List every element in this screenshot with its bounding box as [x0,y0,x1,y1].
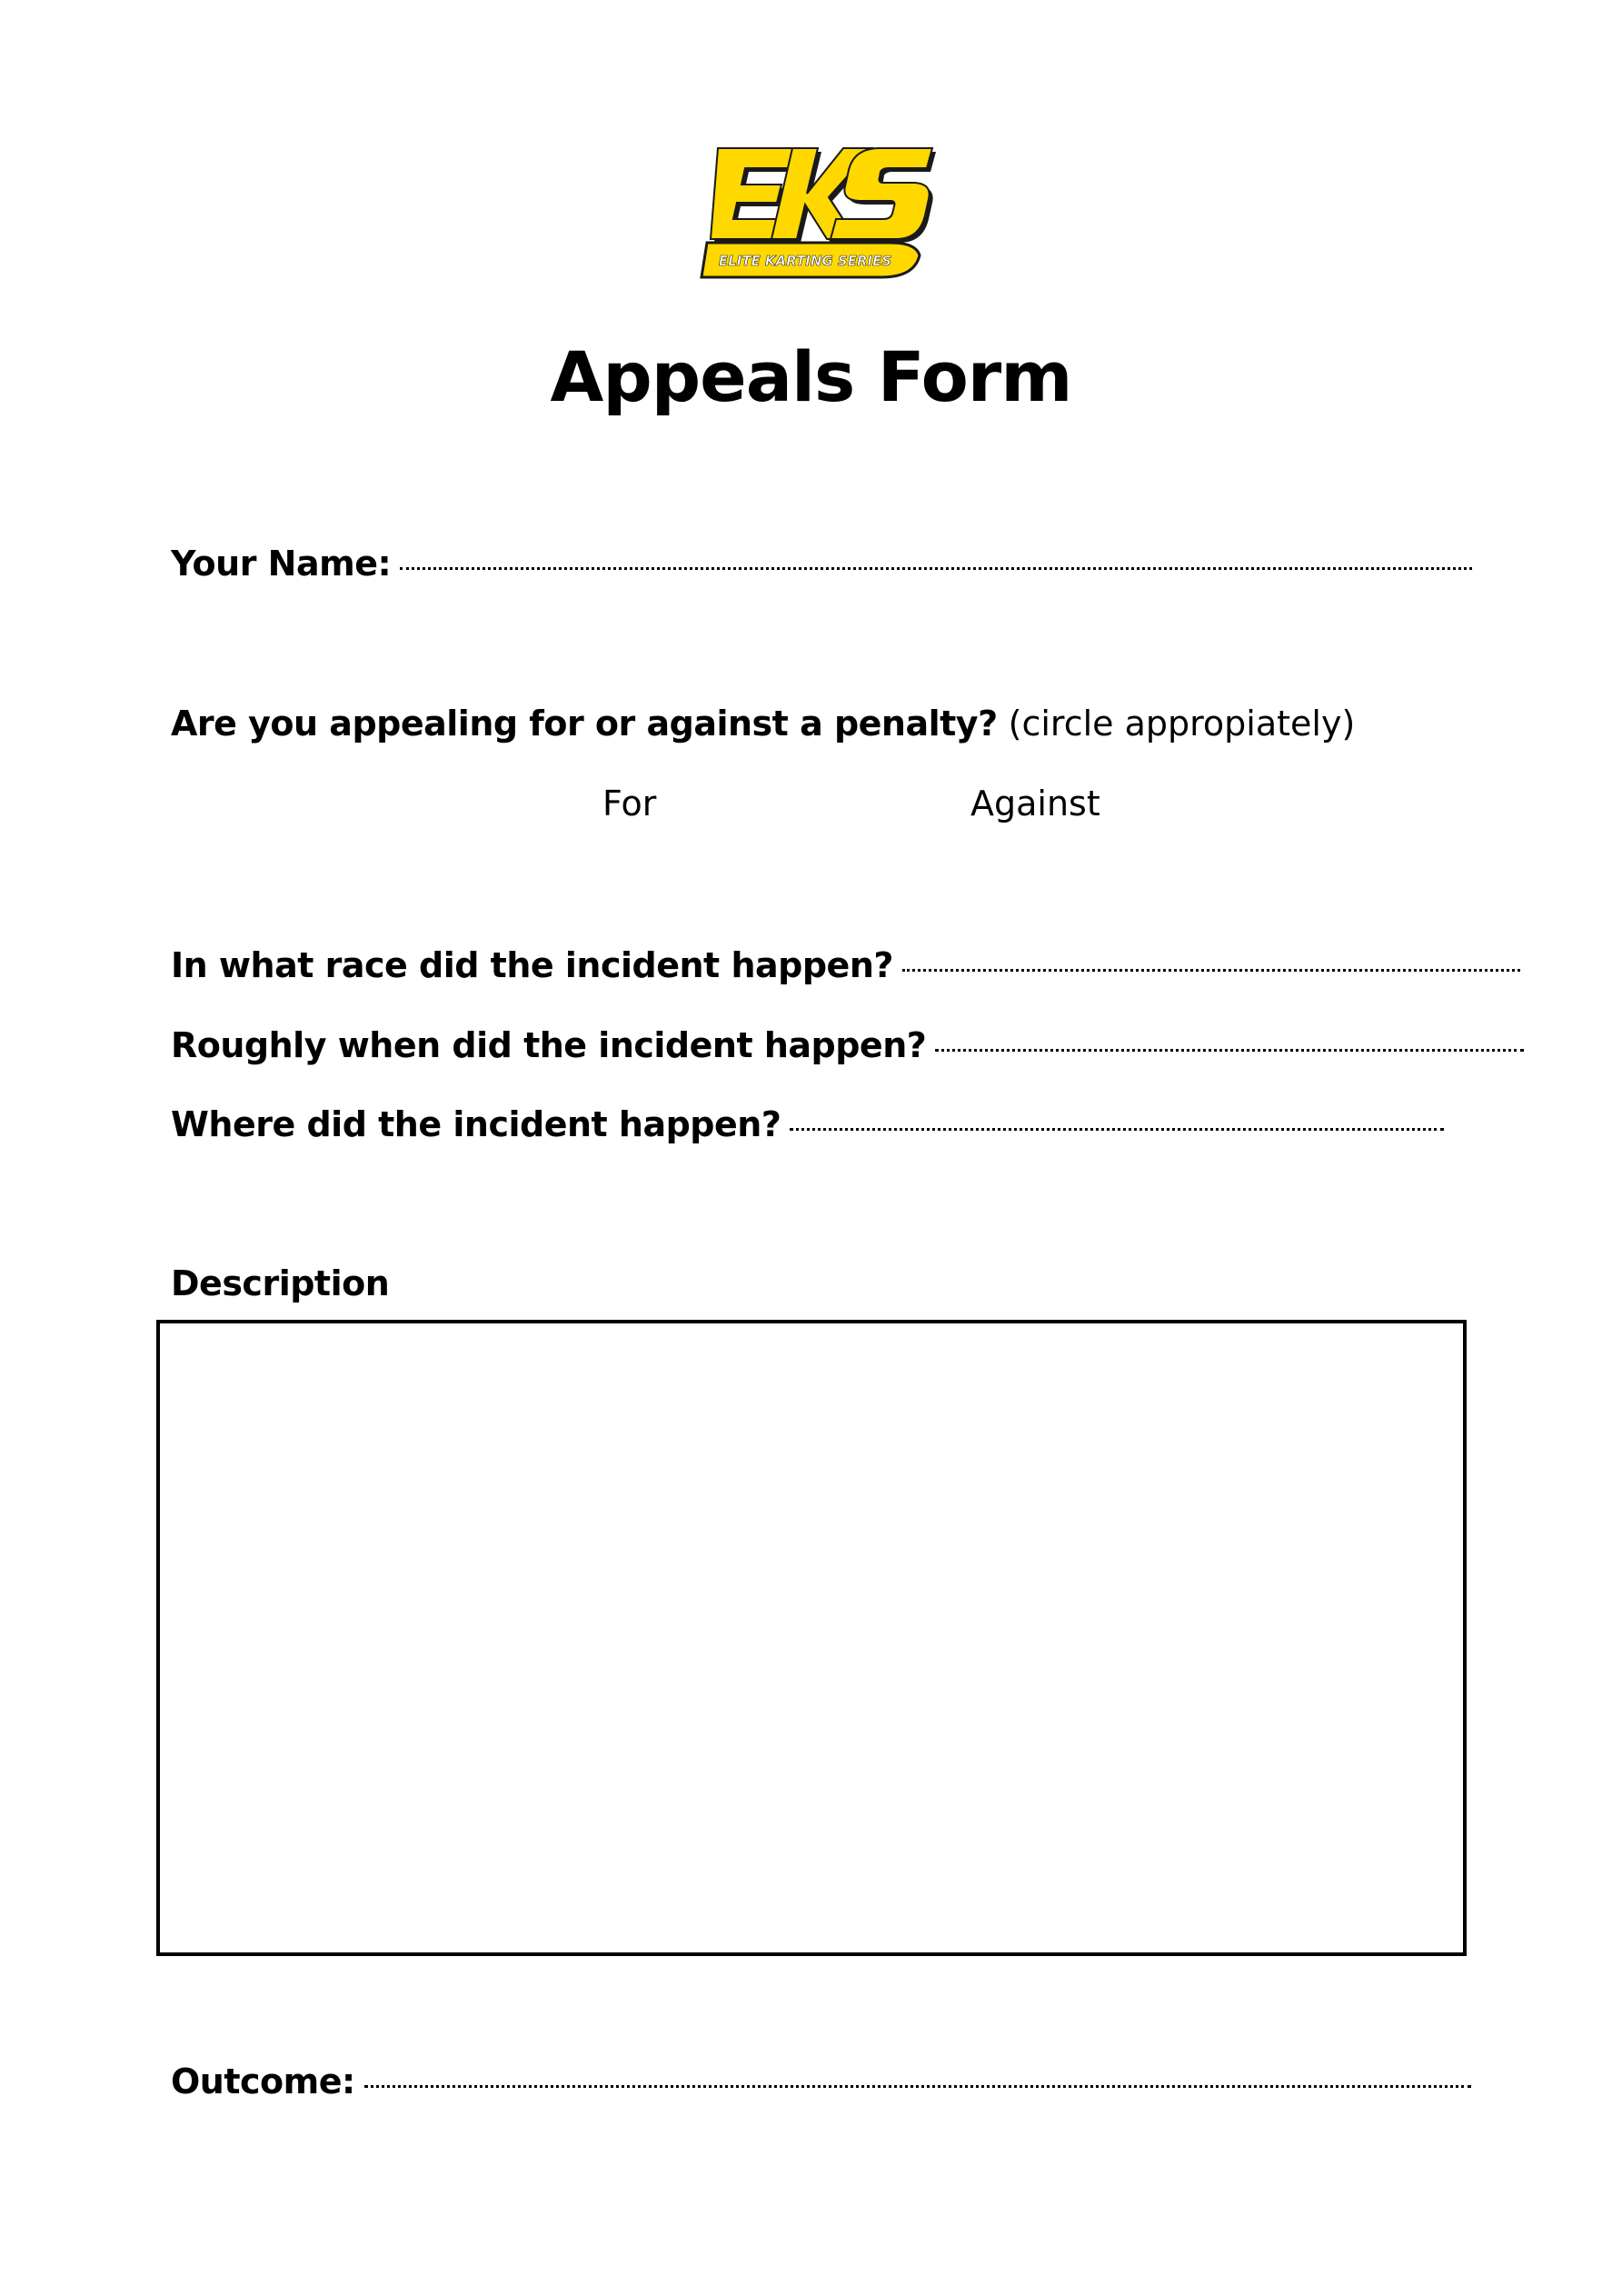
description-label: Description [171,1263,390,1303]
appeal-note: (circle appropiately) [1008,704,1356,744]
appeal-question-row [171,704,1355,744]
page-title: Appeals Form [550,336,1072,417]
when-label: Roughly when did the incident happen? [171,1025,927,1065]
name-field[interactable] [400,567,1472,570]
when-field[interactable] [935,1049,1524,1052]
description-row [171,1263,389,1303]
where-label: Where did the incident happen? [171,1104,781,1144]
when-row [171,1025,1524,1065]
outcome-label: Outcome: [171,2061,355,2101]
outcome-field[interactable] [364,2085,1471,2088]
race-row [171,945,1520,985]
where-field[interactable] [790,1128,1444,1131]
appeal-question-label: Are you appealing for or against a penalty? [171,704,998,744]
choice-against[interactable]: Against [970,784,1100,824]
logo-tagline: ELITE KARTING SERIES [718,253,892,269]
eks-logo [691,141,936,286]
description-box[interactable] [156,1320,1467,1956]
choice-for[interactable]: For [602,784,657,824]
where-row [171,1104,1444,1144]
race-field[interactable] [902,969,1520,972]
name-row [171,544,1472,584]
name-label: Your Name: [171,544,392,584]
outcome-row [171,2061,1471,2101]
race-label: In what race did the incident happen? [171,945,893,985]
